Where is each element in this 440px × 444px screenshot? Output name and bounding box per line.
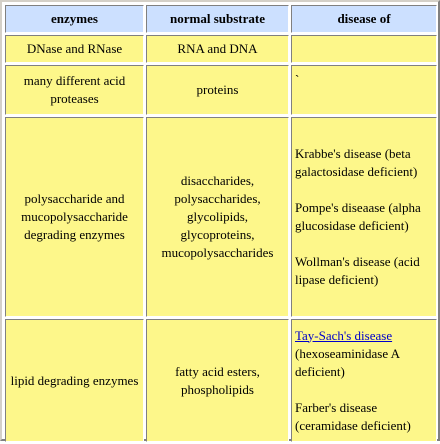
header-normal-substrate: normal substrate (146, 5, 289, 33)
tay-sachs-disease-link[interactable]: Tay-Sach's disease (295, 327, 393, 343)
substrate-cell: fatty acid esters, phospholipids (146, 319, 289, 442)
disease-entry: Pompe's diseaase (alpha glucosidase deficient) (295, 200, 421, 233)
header-row (5, 5, 437, 33)
disease-entry: Wollman's disease (acid lipase deficient) (295, 254, 420, 287)
enzyme-cell: DNase and RNase (5, 35, 144, 63)
disease-text: ` (295, 72, 300, 87)
substrate-cell: proteins (146, 65, 289, 115)
disease-entry: Krabbe's disease (beta galactosidase deficient) (295, 146, 418, 179)
substrate-cell: RNA and DNA (146, 35, 289, 63)
disease-entry (295, 327, 433, 381)
disease-cell (291, 319, 437, 442)
table-row (5, 65, 437, 115)
disease-cell (291, 35, 437, 63)
header-enzymes: enzymes (5, 5, 144, 33)
disease-detail: (hexoseaminidase A deficient) (295, 345, 400, 379)
header-disease-of: disease of (291, 5, 437, 33)
substrate-cell: disaccharides, polysaccharides, glycolipids, glycoproteins, mucopolysaccharides (146, 117, 289, 317)
enzyme-disease-table (3, 3, 439, 444)
table-row (5, 319, 437, 442)
disease-cell (291, 65, 437, 115)
table-row (5, 117, 437, 317)
enzyme-cell: lipid degrading enzymes (5, 319, 144, 442)
table-row (5, 35, 437, 63)
disease-entry: Farber's disease (ceramidase deficient) (295, 399, 411, 433)
enzyme-cell: many different acid proteases (5, 65, 144, 115)
enzyme-cell: polysaccharide and mucopolysaccharide degrading enzymes (5, 117, 144, 317)
disease-cell (291, 117, 437, 317)
